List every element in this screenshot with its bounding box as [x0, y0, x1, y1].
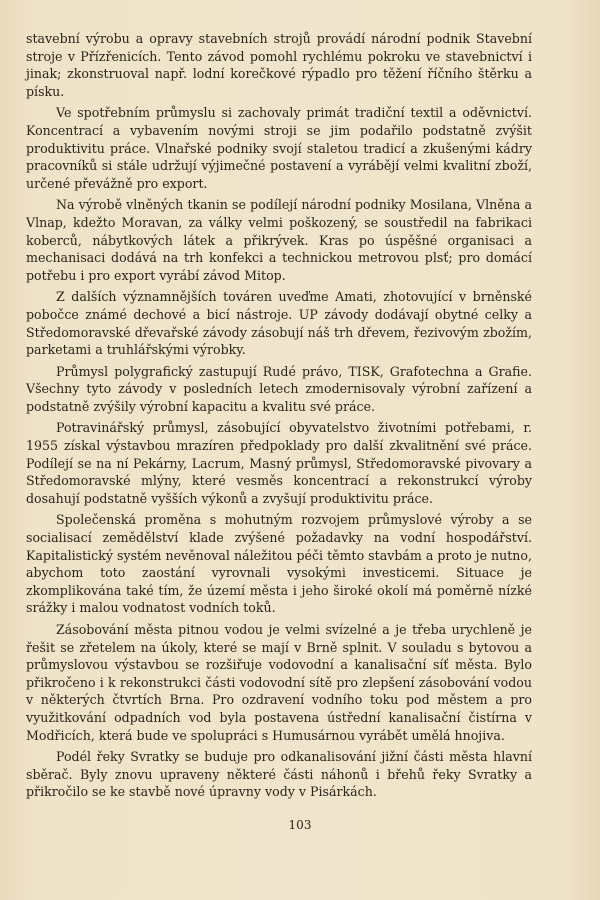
- page-number: 103: [288, 818, 312, 832]
- body-text: [26, 30, 532, 805]
- paragraph: stavební výrobu a opravy stavebních strojů provádí národní podnik Stavební stroje v Přízřenicích. Tento závod pomohl rychlému pokroku ve stavebnictví i jinak; zkonstruoval např. lodní korečkové rýpadlo pro těžení říčního štěrku a písku.: [26, 31, 532, 99]
- paragraph: Ve spotřebním průmyslu si zachovaly primát tradiční textil a oděvnictví. Koncentrací a vybavením novými stroji se jim podařilo podstatně zvýšit produktivitu práce. Vlnařské podniky svojí staletou tradicí a zkušenými kádry pracovníků si stále udržují výjimečné postavení a vyrábějí velmi kvalitní zboží, určené převážně pro export.: [26, 105, 532, 191]
- paragraph: Potravinářský průmysl, zásobující obyvatelstvo životními potřebami, r. 1955 získal výstavbou mrazíren předpoklady pro další zkvalitnění své práce. Podílejí se na ní Pekárny, Lacrum, Masný průmysl, Středomoravské pivovary a Středomoravské mlýny, které vesměs koncentrací a rekonstrukcí výroby dosahují podstatně vyšších výkonů a zvyšují produktivitu práce.: [26, 420, 532, 506]
- paragraph: Společenská proměna s mohutným rozvojem průmyslové výroby a se socialisací zemědělství klade zvýšené požadavky na vodní hospodářství. Kapitalistický systém nevěnoval náležitou péči těmto stavbám a proto je nutno, abychom toto zaostání vyrovnali vysokými investicemi. Situace je zkomplikována také tím, že území města i jeho široké okolí má poměrně nízké srážky i malou vodnatost vodních toků.: [26, 512, 533, 616]
- paragraph: Zásobování města pitnou vodou je velmi svízelné a je třeba urychleně je řešit se zřetelem na úkoly, které se mají v Brně splnit. V souladu s bytovou a průmyslovou výstavbou se rozšiřuje vodovodní a kanalisační síť města. Bylo přikročeno i k rekonstrukci části vodovodní sítě pro zlepšení zásobování vodou v některých čtvrtích Brna. Pro ozdravení vodního toku pod městem a pro využitkování odpadních vod byla postavena ústřední kanalisační čistírna v Modřicích, která bude ve spolupráci s Humusárnou vyrábět umělá hnojiva.: [26, 622, 532, 743]
- paragraph: Podél řeky Svratky se buduje pro odkanalisování jižní části města hlavní sběrač. Byly znovu upraveny některé části náhonů i břehů řeky Svratky a přikročilo se ke stavbě nové úpravny vody v Pisárkách.: [26, 749, 532, 800]
- paragraph: Průmysl polygrafický zastupují Rudé právo, TISK, Grafotechna a Grafie. Všechny tyto závody v posledních letech zmodernisovaly výrobní zařízení a podstatně zvýšily výrobní kapacitu a kvalitu své práce.: [26, 363, 532, 414]
- paragraph: Na výrobě vlněných tkanin se podílejí národní podniky Mosilana, Vlněna a Vlnap, kdežto Moravan, za války velmi poškozený, se soustředil na fabrikaci koberců, nábytkových látek a přikrývek. Kras po úspěšné organisaci a mechanisaci dodává na trh konfekci a technickou metrovou plsť; pro domácí potřebu i pro export vyrábí závod Mitop.: [26, 197, 532, 283]
- paragraph: Z dalších významnějších továren uveďme Amati, zhotovující v brněnské pobočce známé dechové a bicí nástroje. UP závody dodávají obytné celky a Středomoravské dřevařské závody zásobují náš trh dřevem, řezivovým zbožím, parketami a truhlářskými výrobky.: [26, 289, 532, 358]
